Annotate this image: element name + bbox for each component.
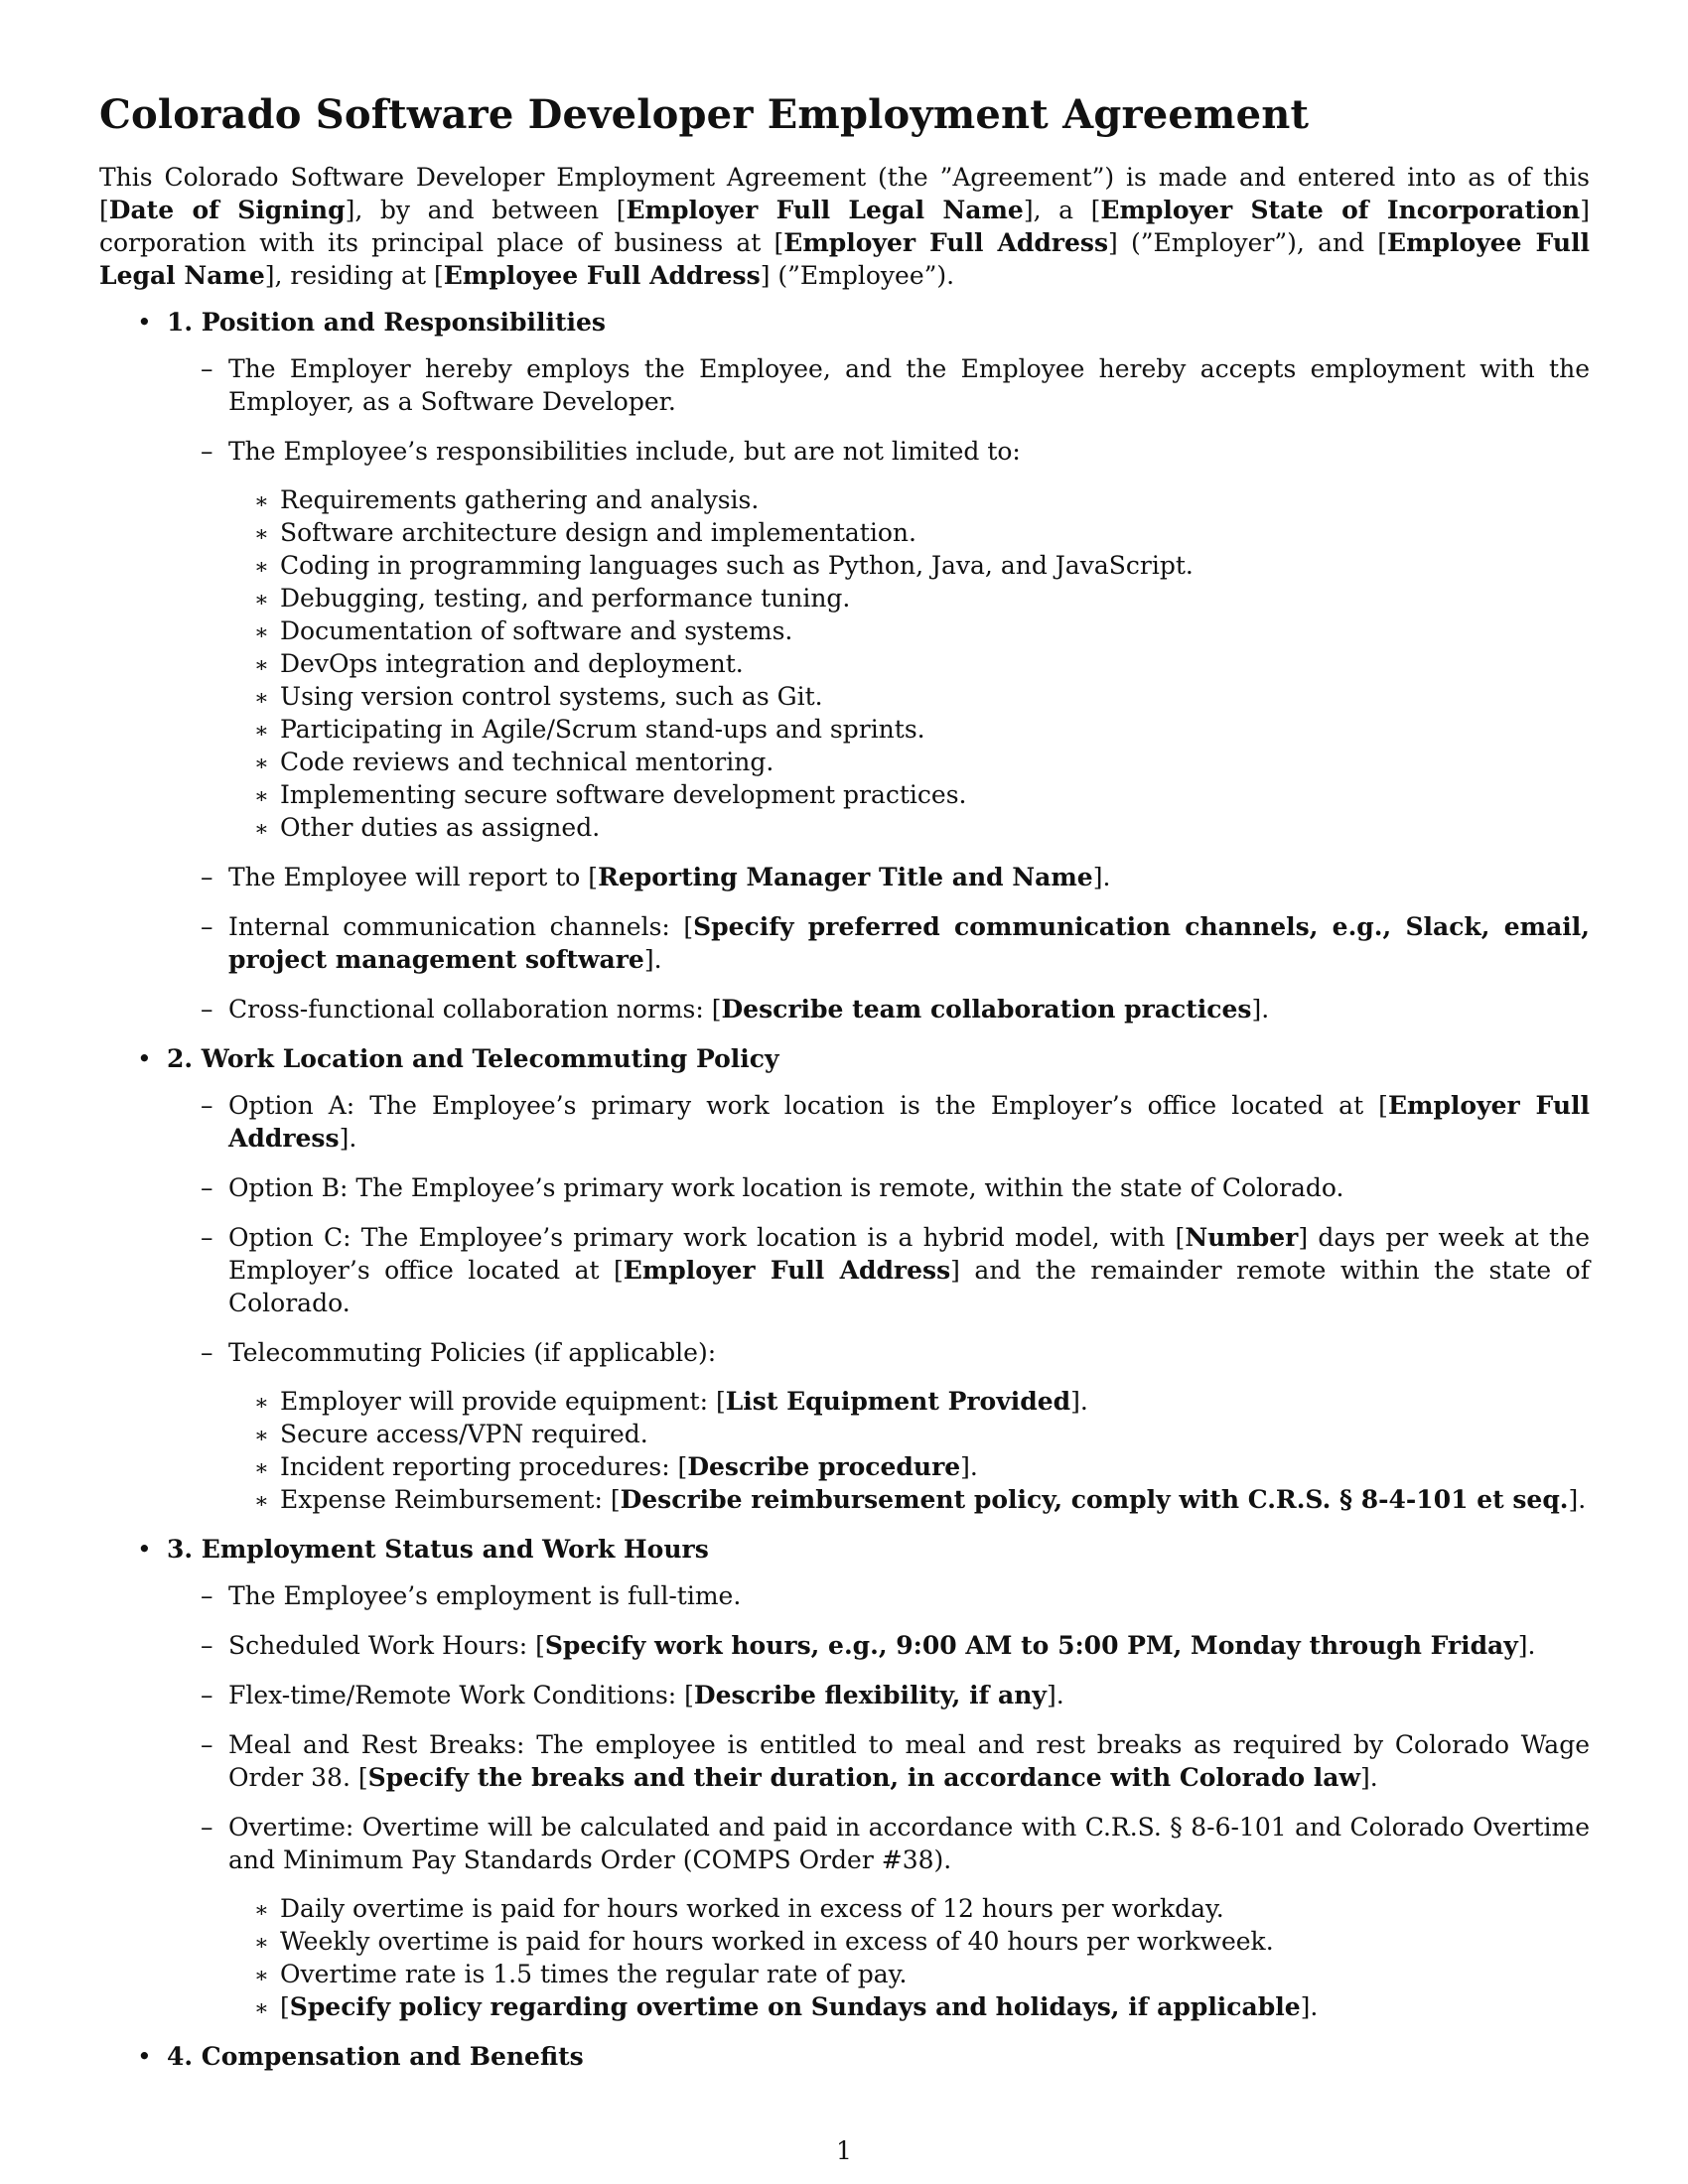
text-run: ], by and between [ [345,196,627,224]
text-run: ]. [1092,863,1111,891]
asterisk-icon: ∗ [254,817,269,842]
text-run: Participating in Agile/Scrum stand-ups and sprints. [280,715,925,744]
clause-item [99,1579,1590,1612]
clause-item [99,993,1590,1025]
text-run: Scheduled Work Hours: [ [228,1631,545,1660]
asterisk-icon: ∗ [254,489,269,514]
clause-item [99,435,1590,844]
clause-item [99,352,1590,418]
placeholder-field: Specify work hours, e.g., 9:00 AM to 5:00 PM, Monday through Friday [544,1631,1518,1660]
text-run: Flex-time/Remote Work Conditions: [ [228,1681,694,1709]
text-run: ] (”Employee”). [760,261,955,290]
text-run: ]. [1046,1681,1064,1709]
clause-text [228,1631,1536,1660]
subclause-item [228,549,1590,582]
dash-icon: – [201,1581,213,1610]
subclause-text [280,682,823,711]
text-run: Option C: The Employee’s primary work location is a hybrid model, with [ [228,1223,1186,1252]
asterisk-icon: ∗ [254,686,269,711]
clause-text [228,354,1590,416]
placeholder-field: Specify the breaks and their duration, in accordance with Colorado law [367,1763,1361,1792]
subclause-text [280,780,967,809]
subclause-item [228,614,1590,647]
clause-item [99,861,1590,893]
subclause-item [228,1990,1590,2023]
bullet-icon: • [137,2042,152,2071]
text-run: ]. [960,1452,978,1481]
section-list [99,306,1590,2073]
bullet-icon: • [137,308,152,337]
asterisk-icon: ∗ [254,1489,269,1514]
placeholder-field: Describe team collaboration practices [721,995,1252,1024]
placeholder-field: Describe procedure [687,1452,961,1481]
text-run: ] (”Employer”), and [ [1108,228,1388,257]
text-run: Code reviews and technical mentoring. [280,748,774,776]
clause-text [228,1338,716,1367]
text-run: Documentation of software and systems. [280,616,793,645]
document-body [99,60,1590,2087]
section-item [99,2040,1590,2073]
text-run: DevOps integration and deployment. [280,649,744,678]
text-run: ], residing at [ [264,261,444,290]
text-run: Option B: The Employee’s primary work location is remote, within the state of Colorado. [228,1173,1344,1202]
subclause-text [280,1387,1088,1416]
dash-icon: – [201,354,213,383]
subclause-list [228,1385,1590,1516]
text-run: Daily overtime is paid for hours worked in excess of 12 hours per workday. [280,1894,1224,1923]
subclause-text [280,649,744,678]
clause-item [99,1629,1590,1662]
intro-paragraph [99,161,1590,292]
text-run: ]. [1360,1763,1378,1792]
placeholder-field: Number [1185,1223,1299,1252]
text-run: Overtime: Overtime will be calculated and paid in accordance with C.R.S. § 8-6-101 and Colorado Overtime and Minimum Pay Standards Order (COMPS Order #38). [228,1813,1590,1874]
text-run: [ [280,1992,290,2021]
dash-icon: – [201,1681,213,1709]
clause-text [228,1091,1590,1153]
text-run: Employer will provide equipment: [ [280,1387,726,1416]
text-run: Software architecture design and implementation. [280,518,916,547]
subclause-item [228,647,1590,680]
subclause-item [228,1892,1590,1925]
subclause-item [228,680,1590,713]
clause-text [228,863,1110,891]
subclause-text [280,616,792,645]
text-run: Implementing secure software development practices. [280,780,967,809]
clause-item [99,1728,1590,1794]
text-run: ] days per week at the Employer’s office located at [ [228,1223,1590,1285]
clause-text [228,1681,1064,1709]
asterisk-icon: ∗ [254,522,269,547]
text-run: The Employee’s employment is full-time. [228,1581,742,1610]
dash-icon: – [201,1631,213,1660]
placeholder-field: Reporting Manager Title and Name [598,863,1093,891]
subclause-text [280,518,916,547]
subclause-text [280,715,925,744]
text-run: The Employee will report to [ [228,863,599,891]
placeholder-field: Date of Signing [108,196,346,224]
section-item [99,306,1590,1025]
subclause-item [228,1450,1590,1483]
text-run: Secure access/VPN required. [280,1420,648,1448]
asterisk-icon: ∗ [254,1996,269,2021]
subclause-text [280,485,759,514]
dash-icon: – [201,1173,213,1202]
placeholder-field: Employer Full Address [228,1091,1591,1153]
text-run: ]. [1300,1992,1319,2021]
subclause-text [280,551,1194,580]
placeholder-field: Employer Full Address [623,1256,951,1285]
placeholder-field: Employee Full Legal Name [99,228,1590,290]
text-run: ], a [ [1023,196,1101,224]
subclause-text [280,1992,1318,2021]
section-title: 4. Compensation and Benefits [167,2042,584,2071]
placeholder-field: Employee Full Address [443,261,761,290]
subclause-item [228,516,1590,549]
clause-item [99,1089,1590,1155]
text-run: Meal and Rest Breaks: The employee is entitled to meal and rest breaks as required by Colorado Wage Order 38. [ [228,1730,1590,1792]
asterisk-icon: ∗ [254,588,269,613]
clause-list [149,1579,1590,2023]
subclause-item [228,582,1590,614]
clause-list [149,1089,1590,1516]
asterisk-icon: ∗ [254,1964,269,1988]
subclause-item [228,1385,1590,1418]
text-run: ]. [339,1124,357,1153]
dash-icon: – [201,912,213,941]
text-run: ]. [1070,1387,1088,1416]
page-number: 1 [836,2136,852,2165]
text-run: Telecommuting Policies (if applicable): [228,1338,717,1367]
text-run: Using version control systems, such as Git. [280,682,823,711]
subclause-text [280,813,600,842]
text-run: Expense Reimbursement: [ [280,1485,621,1514]
section-title: 1. Position and Responsibilities [167,308,606,337]
text-run: Cross-functional collaboration norms: [ [228,995,722,1024]
clause-item [99,1221,1590,1319]
subclause-item [228,746,1590,778]
clause-text [228,1813,1590,1874]
asterisk-icon: ∗ [254,1898,269,1923]
subclause-text [280,1452,978,1481]
asterisk-icon: ∗ [254,784,269,809]
subclause-item [228,811,1590,844]
dash-icon: – [201,1813,213,1842]
text-run: Requirements gathering and analysis. [280,485,760,514]
subclause-text [280,1927,1274,1956]
asterisk-icon: ∗ [254,1456,269,1481]
dash-icon: – [201,437,213,466]
text-run: Overtime rate is 1.5 times the regular rate of pay. [280,1960,908,1988]
placeholder-field: Employer Full Legal Name [626,196,1024,224]
subclause-text [280,1420,648,1448]
subclause-text [280,584,850,613]
text-run: ]. [643,945,662,974]
clause-item [99,1336,1590,1516]
subclause-item [228,778,1590,811]
text-run: ]. [1251,995,1270,1024]
text-run: ]. [1517,1631,1536,1660]
subclause-item [228,1418,1590,1450]
asterisk-icon: ∗ [254,1931,269,1956]
asterisk-icon: ∗ [254,653,269,678]
clause-text [228,1223,1590,1317]
subclause-list [228,1892,1590,2023]
text-run: Incident reporting procedures: [ [280,1452,688,1481]
text-run: Other duties as assigned. [280,813,601,842]
clause-item [99,1679,1590,1711]
subclause-text [280,748,774,776]
bullet-icon: • [137,1535,152,1564]
clause-text [228,1173,1343,1202]
subclause-item [228,1925,1590,1958]
subclause-list [228,483,1590,844]
asterisk-icon: ∗ [254,719,269,744]
dash-icon: – [201,995,213,1024]
clause-text [228,1730,1590,1792]
dash-icon: – [201,1730,213,1759]
asterisk-icon: ∗ [254,1391,269,1416]
subclause-item [228,713,1590,746]
text-run: ] and the remainder remote within the state of Colorado. [228,1256,1590,1317]
clause-item [99,1811,1590,2023]
clause-item [99,1171,1590,1204]
asterisk-icon: ∗ [254,620,269,645]
clause-item [99,910,1590,976]
bullet-icon: • [137,1044,152,1073]
subclause-item [228,1483,1590,1516]
clause-text [228,912,1590,974]
dash-icon: – [201,1338,213,1367]
text-run: ] corporation with its principal place of business at [ [99,196,1591,257]
subclause-item [228,1958,1590,1990]
section-item [99,1042,1590,1516]
text-run: This Colorado Software Developer Employment Agreement (the ”Agreement”) is made and entered into as of this [ [99,163,1590,224]
section-item [99,1533,1590,2023]
placeholder-field: Employer State of Incorporation [1100,196,1581,224]
clause-list [149,352,1590,1025]
clause-text [228,437,1021,466]
section-title: 3. Employment Status and Work Hours [167,1535,709,1564]
subclause-item [228,483,1590,516]
text-run: The Employee’s responsibilities include, but are not limited to: [228,437,1021,466]
asterisk-icon: ∗ [254,751,269,776]
dash-icon: – [201,863,213,891]
clause-text [228,995,1269,1024]
text-run: The Employer hereby employs the Employee, and the Employee hereby accepts employment with the Employer, as a Software Developer. [228,354,1590,416]
placeholder-field: List Equipment Provided [725,1387,1071,1416]
text-run: Option A: The Employee’s primary work location is the Employer’s office located at [ [228,1091,1388,1120]
text-run: Internal communication channels: [ [228,912,694,941]
text-run: ]. [1568,1485,1587,1514]
dash-icon: – [201,1223,213,1252]
subclause-text [280,1894,1224,1923]
asterisk-icon: ∗ [254,555,269,580]
document-title: Colorado Software Developer Employment Agreement [99,91,1310,138]
subclause-text [280,1485,1586,1514]
section-title: 2. Work Location and Telecommuting Policy [167,1044,779,1073]
placeholder-field: Describe flexibility, if any [693,1681,1047,1709]
placeholder-field: Employer Full Address [783,228,1109,257]
placeholder-field: Describe reimbursement policy, comply with C.R.S. § 8-4-101 et seq. [620,1485,1569,1514]
subclause-text [280,1960,907,1988]
asterisk-icon: ∗ [254,1424,269,1448]
clause-text [228,1581,741,1610]
text-run: Debugging, testing, and performance tuning. [280,584,851,613]
text-run: Weekly overtime is paid for hours worked in excess of 40 hours per workweek. [280,1927,1274,1956]
placeholder-field: Specify policy regarding overtime on Sundays and holidays, if applicable [289,1992,1301,2021]
dash-icon: – [201,1091,213,1120]
placeholder-field: Specify preferred communication channels, e.g., Slack, email, project management software [228,912,1590,974]
text-run: Coding in programming languages such as Python, Java, and JavaScript. [280,551,1194,580]
